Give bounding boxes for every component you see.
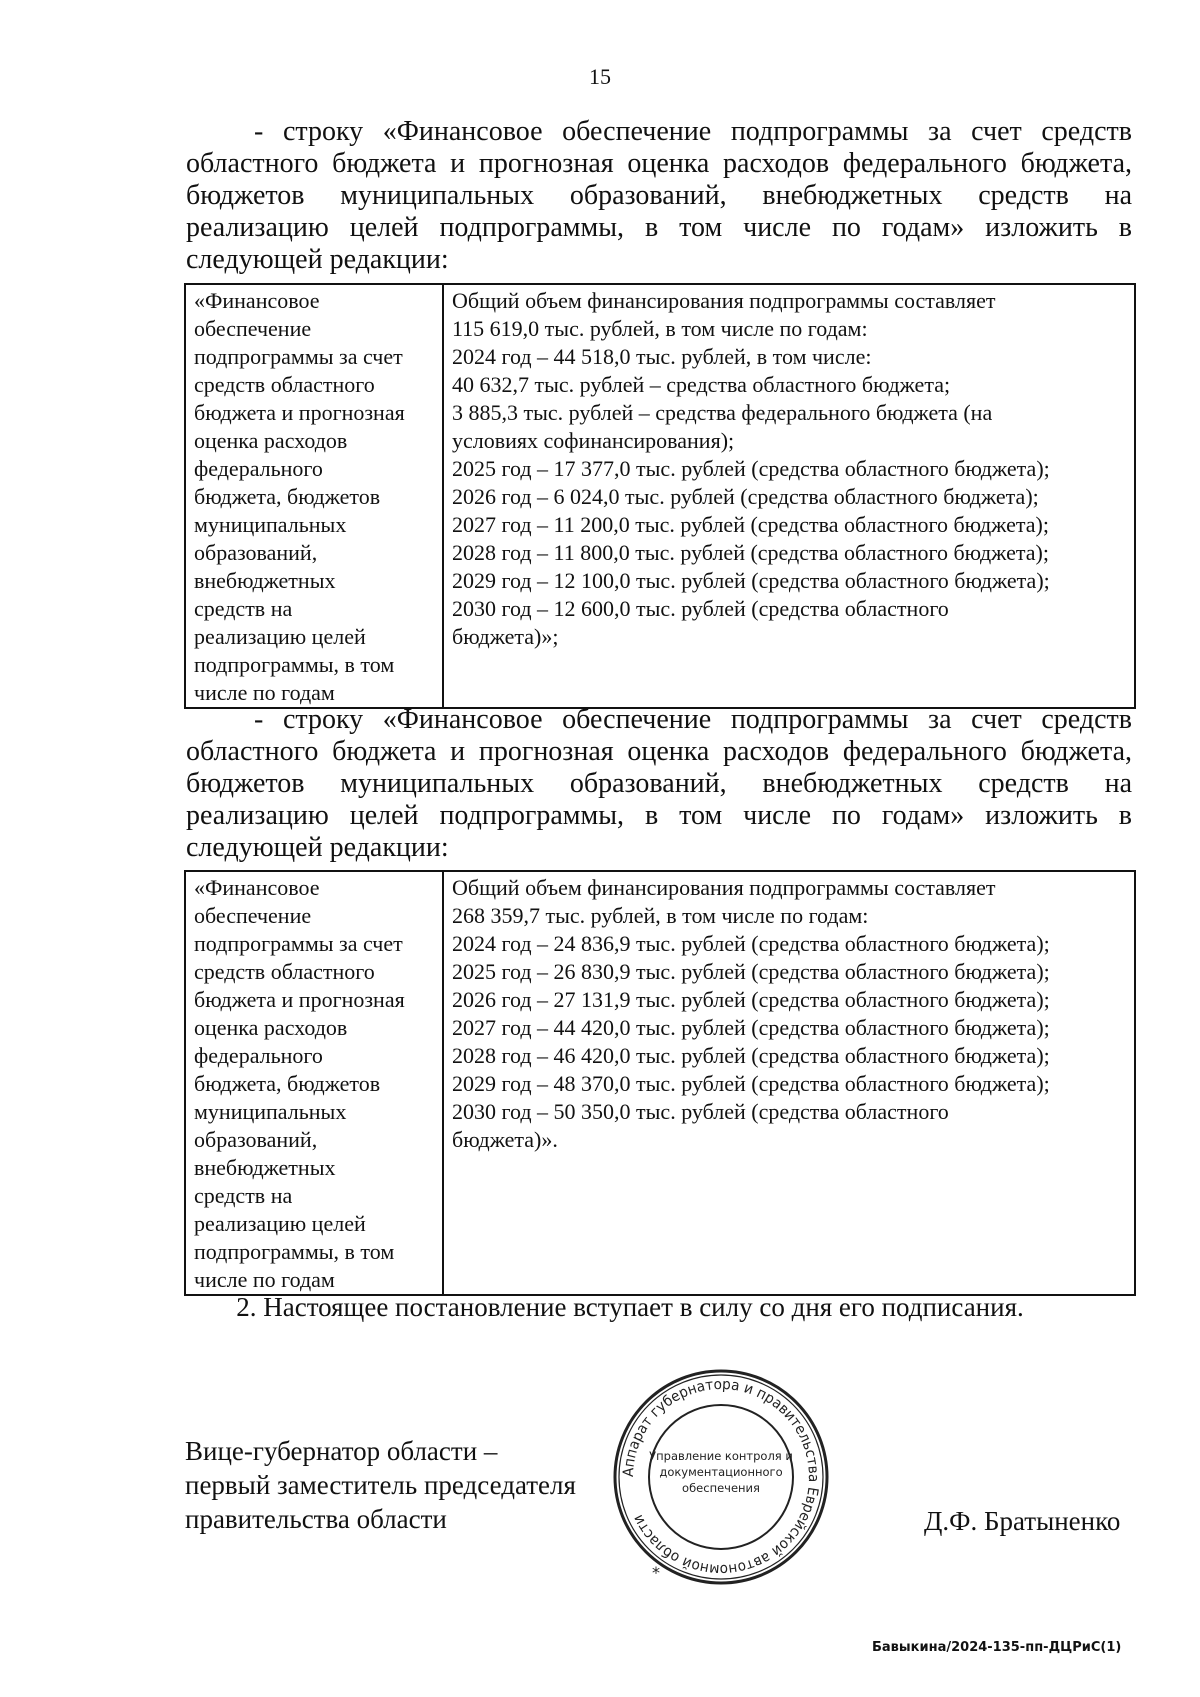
page-number: 15 — [589, 64, 611, 89]
table-2-label-line: внебюджетных — [194, 1155, 336, 1180]
table-2-label-line: бюджета, бюджетов — [194, 1071, 381, 1096]
paragraph-2-line: областного бюджета и прогнозная оценка расходов федерального бюджета, — [186, 736, 1132, 767]
stamp-center-line: обеспечения — [682, 1481, 760, 1495]
table-2-value-line: 2028 год – 46 420,0 тыс. рублей (средства областного бюджета); — [452, 1043, 1050, 1068]
signatory-position — [185, 1434, 576, 1536]
financing-table-2 — [184, 870, 1136, 1296]
table-1-value-line: 2028 год – 11 800,0 тыс. рублей (средства областного бюджета); — [452, 540, 1049, 565]
table-2-value-cell — [443, 871, 1135, 1295]
table-1-value-line: бюджета)»; — [452, 624, 559, 649]
table-1-label-cell — [185, 284, 443, 708]
official-stamp — [612, 1368, 830, 1586]
table-1-value-line: 40 632,7 тыс. рублей – средства областного бюджета; — [452, 372, 951, 397]
stamp-star-mark: * — [652, 1563, 660, 1582]
table-1-label-line: реализацию целей — [194, 624, 366, 649]
paragraph-1-line: областного бюджета и прогнозная оценка расходов федерального бюджета, — [186, 148, 1132, 179]
table-2-label-line: средств на — [194, 1183, 293, 1208]
table-1-value-line: 3 885,3 тыс. рублей – средства федерального бюджета (на — [452, 400, 993, 425]
table-2-value-line: бюджета)». — [452, 1127, 558, 1152]
paragraph-1-line: реализацию целей подпрограммы, в том числе по годам» изложить в — [186, 212, 1132, 243]
table-1-label-line: федерального — [194, 456, 323, 481]
stamp-center-line: Управление контроля и — [649, 1449, 793, 1463]
table-2-label-line: федерального — [194, 1043, 323, 1068]
table-2-value-line: Общий объем финансирования подпрограммы составляет — [452, 875, 996, 900]
table-1-label-line: муниципальных — [194, 512, 347, 537]
table-2-label-line: обеспечение — [194, 903, 312, 928]
paragraph-1 — [186, 116, 1132, 276]
table-1-value-line: 2024 год – 44 518,0 тыс. рублей, в том числе: — [452, 344, 872, 369]
table-1-label-line: оценка расходов — [194, 428, 348, 453]
table-1-label-line: подпрограммы, в том — [194, 652, 395, 677]
table-1-value-line: условиях софинансирования); — [452, 428, 735, 453]
table-2-label-line: подпрограммы, в том — [194, 1239, 395, 1264]
paragraph-1-line: бюджетов муниципальных образований, внебюджетных средств на — [186, 180, 1132, 211]
paragraph-2-line: - строку «Финансовое обеспечение подпрограммы за счет средств — [254, 704, 1132, 735]
table-1-value-line: 115 619,0 тыс. рублей, в том числе по годам: — [452, 316, 868, 341]
table-1-label-line: обеспечение — [194, 316, 312, 341]
table-1-label-line: средств областного — [194, 372, 375, 397]
table-2-value-line: 2025 год – 26 830,9 тыс. рублей (средства областного бюджета); — [452, 959, 1050, 984]
signatory-position-line: правительства области — [185, 1504, 447, 1534]
paragraph-1-line: - строку «Финансовое обеспечение подпрограммы за счет средств — [254, 116, 1132, 147]
table-2-value-line: 268 359,7 тыс. рублей, в том числе по годам: — [452, 903, 869, 928]
table-2-value-line: 2024 год – 24 836,9 тыс. рублей (средства областного бюджета); — [452, 931, 1050, 956]
table-1-label-line: числе по годам — [194, 680, 335, 705]
table-2-label-line: образований, — [194, 1127, 318, 1152]
table-1-value-line: 2025 год – 17 377,0 тыс. рублей (средства областного бюджета); — [452, 456, 1050, 481]
table-2-value-line: 2029 год – 48 370,0 тыс. рублей (средства областного бюджета); — [452, 1071, 1050, 1096]
table-1-value-line: 2026 год – 6 024,0 тыс. рублей (средства областного бюджета); — [452, 484, 1039, 509]
table-2-label-line: «Финансовое — [194, 875, 320, 900]
signatory-position-line: Вице-губернатор области – — [185, 1436, 498, 1466]
table-2-label-line: средств областного — [194, 959, 375, 984]
paragraph-1-line: следующей редакции: — [186, 244, 449, 275]
table-2-label-line: оценка расходов — [194, 1015, 348, 1040]
table-1-label-line: внебюджетных — [194, 568, 336, 593]
signatory-position-line: первый заместитель председателя — [185, 1470, 576, 1500]
table-1-value-line: 2030 год – 12 600,0 тыс. рублей (средства областного — [452, 596, 949, 621]
table-1-label-line: подпрограммы за счет — [194, 344, 403, 369]
table-1-label-line: образований, — [194, 540, 318, 565]
table-1-label-line: «Финансовое — [194, 288, 320, 313]
table-2-label-line: бюджета и прогнозная — [194, 987, 405, 1012]
table-2-label-line: числе по годам — [194, 1267, 335, 1292]
paragraph-2 — [186, 704, 1132, 864]
table-1-value-line: Общий объем финансирования подпрограммы составляет — [452, 288, 996, 313]
table-1-value-line: 2027 год – 11 200,0 тыс. рублей (средства областного бюджета); — [452, 512, 1049, 537]
paragraph-2-line: бюджетов муниципальных образований, внебюджетных средств на — [186, 768, 1132, 799]
table-2-label-line: реализацию целей — [194, 1211, 366, 1236]
financing-table-1 — [184, 283, 1136, 709]
closing-clause: 2. Настоящее постановление вступает в силу со дня его подписания. — [236, 1292, 1024, 1322]
table-2-label-line: муниципальных — [194, 1099, 347, 1124]
table-2-label-cell — [185, 871, 443, 1295]
table-1-value-cell — [443, 284, 1135, 708]
table-2-value-line: 2026 год – 27 131,9 тыс. рублей (средства областного бюджета); — [452, 987, 1050, 1012]
table-1-value-line: 2029 год – 12 100,0 тыс. рублей (средства областного бюджета); — [452, 568, 1050, 593]
stamp-center-line: документационного — [659, 1465, 783, 1479]
table-2-value-line: 2030 год – 50 350,0 тыс. рублей (средства областного — [452, 1099, 949, 1124]
document-code-footer: Бавыкина/2024-135-пп-ДЦРиС(1) — [872, 1640, 1122, 1655]
paragraph-2-line: реализацию целей подпрограммы, в том числе по годам» изложить в — [186, 800, 1132, 831]
table-1-label-line: средств на — [194, 596, 293, 621]
stamp-ring-textpath: Аппарат губернатора и правительства Еврейской автономной области — [620, 1376, 822, 1578]
table-1-label-line: бюджета, бюджетов — [194, 484, 381, 509]
table-2-value-line: 2027 год – 44 420,0 тыс. рублей (средства областного бюджета); — [452, 1015, 1050, 1040]
table-2-label-line: подпрограммы за счет — [194, 931, 403, 956]
paragraph-2-line: следующей редакции: — [186, 832, 449, 863]
signer-name: Д.Ф. Братыненко — [924, 1506, 1121, 1536]
table-1-label-line: бюджета и прогнозная — [194, 400, 405, 425]
